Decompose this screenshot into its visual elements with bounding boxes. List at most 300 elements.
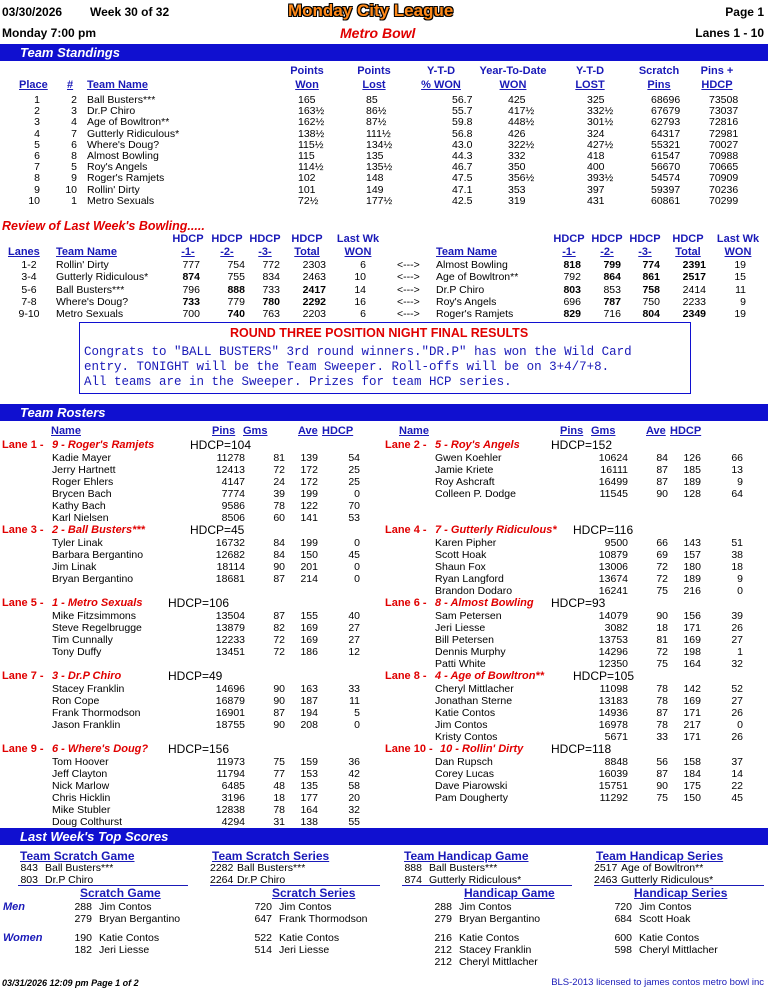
team-score-value: 874 — [404, 874, 422, 886]
roster-player-name: Mike Fitzsimmons — [52, 610, 137, 622]
standings-points-lost: 135½ — [366, 161, 393, 174]
roster-player-name: Scott Hoak — [435, 549, 487, 561]
roster-player-pins: 13504 — [215, 610, 245, 622]
individual-score-value: 720 — [254, 901, 272, 913]
individual-score-bowler: Jim Contos — [99, 901, 152, 913]
review-score: 750 — [642, 295, 660, 308]
individual-score-value: 182 — [74, 944, 92, 956]
roster-player-pins: 16241 — [598, 585, 628, 597]
review-score: 2463 — [302, 271, 326, 284]
review-score: 2203 — [302, 308, 326, 321]
team-score-team: Ball Busters*** — [45, 862, 114, 874]
standings-col-header: Team Name — [87, 79, 148, 91]
roster-player-average: 186 — [300, 646, 318, 658]
notice-line-2: entry. TONIGHT will be the Team Sweeper. Roll-offs will be on 3+4/7+8. — [84, 360, 610, 374]
roster-player-hdcp: 0 — [737, 585, 743, 597]
roster-player-games: 75 — [656, 792, 668, 804]
roster-player-name: Chris Hicklin — [52, 792, 111, 804]
roster-team-hdcp: HDCP=49 — [168, 669, 223, 683]
review-col-header: HDCP — [629, 233, 661, 245]
roster-player-hdcp: 37 — [731, 756, 743, 768]
roster-player-average: 169 — [683, 695, 701, 707]
review-col-header: HDCP — [211, 233, 243, 245]
standings-pct-won: 55.7 — [452, 105, 473, 118]
roster-team-name: 1 - Metro Sexuals — [52, 597, 143, 609]
roster-player-games: 39 — [273, 488, 285, 500]
notice-line-1: Congrats to "BALL BUSTERS" 3rd round winners."DR.P" has won the Wild Card — [84, 345, 632, 359]
standings-team-name: Metro Sexuals — [87, 194, 155, 207]
roster-player-hdcp: 39 — [731, 610, 743, 622]
standings-points-won: 101 — [298, 183, 316, 196]
roster-player-pins: 10879 — [598, 549, 628, 561]
team-score-title: Team Handicap Game — [404, 849, 529, 863]
roster-player-hdcp: 66 — [731, 452, 743, 464]
review-score: 2349 — [682, 308, 706, 321]
roster-player-average: 155 — [300, 610, 318, 622]
standings-scratch-pins: 54574 — [651, 172, 681, 185]
roster-player-hdcp: 11 — [349, 695, 360, 707]
roster-player-games: 48 — [273, 780, 285, 792]
roster-player-hdcp: 14 — [731, 768, 743, 780]
roster-player-games: 84 — [273, 537, 285, 549]
roster-team-hdcp: HDCP=116 — [573, 523, 634, 537]
roster-player-pins: 5671 — [604, 731, 628, 743]
roster-player-name: Dan Rupsch — [435, 756, 493, 768]
roster-player-average: 138 — [300, 816, 318, 828]
roster-team-hdcp: HDCP=93 — [551, 596, 606, 610]
roster-player-games: 87 — [273, 610, 285, 622]
roster-team-hdcp: HDCP=104 — [190, 438, 252, 452]
individual-score-title: Handicap Series — [634, 886, 728, 900]
standings-col-header: Lost — [362, 79, 386, 91]
roster-player-games: 90 — [273, 683, 285, 695]
standings-ytd-lost: 431 — [587, 194, 605, 207]
roster-player-pins: 13183 — [598, 695, 628, 707]
team-score-title: Team Handicap Series — [596, 849, 724, 863]
roster-player-average: 175 — [683, 780, 701, 792]
individual-score-bowler: Jim Contos — [279, 901, 332, 913]
roster-player-hdcp: 70 — [348, 500, 360, 512]
standings-hdcp-pins: 70665 — [709, 161, 739, 174]
standings-place: 1 — [34, 94, 40, 106]
individual-score-bowler: Bryan Bergantino — [459, 913, 541, 925]
roster-player-average: 159 — [300, 756, 318, 768]
roster-player-hdcp: 32 — [348, 804, 360, 816]
standings-scratch-pins: 61547 — [651, 150, 681, 162]
review-col-header: Team Name — [56, 246, 117, 258]
individual-score-value: 216 — [434, 932, 452, 944]
individual-score-value: 720 — [614, 901, 632, 913]
roster-player-hdcp: 64 — [731, 488, 743, 500]
center-name: Metro Bowl — [340, 25, 416, 41]
standings-points-lost: 86½ — [366, 105, 387, 118]
roster-player-games: 90 — [656, 488, 668, 500]
roster-player-average: 171 — [683, 622, 701, 634]
review-team-name: Ball Busters*** — [56, 283, 125, 296]
standings-points-lost: 87½ — [366, 116, 387, 129]
notice-box — [79, 322, 691, 394]
standings-points-won: 163½ — [298, 105, 325, 118]
roster-player-pins: 7774 — [221, 488, 245, 500]
roster-player-name: Karl Nielsen — [52, 512, 109, 524]
roster-player-games: 90 — [656, 780, 668, 792]
roster-lane-label: Lane 3 - — [2, 524, 44, 536]
roster-player-games: 18 — [273, 792, 285, 804]
roster-player-pins: 16039 — [598, 768, 628, 780]
review-score: 829 — [563, 308, 581, 321]
roster-player-average: 157 — [683, 549, 701, 561]
roster-player-hdcp: 18 — [731, 561, 743, 573]
review-score: 2414 — [682, 283, 706, 296]
roster-player-games: 87 — [656, 476, 668, 488]
roster-player-pins: 11545 — [599, 488, 628, 500]
roster-team-hdcp: HDCP=45 — [190, 523, 245, 537]
review-score: 2391 — [682, 259, 706, 271]
standings-team-name: Dr.P Chiro — [87, 105, 136, 118]
roster-player-hdcp: 33 — [348, 683, 360, 695]
standings-pct-won: 59.8 — [452, 116, 473, 129]
roster-player-average: 164 — [300, 804, 318, 816]
roster-player-pins: 18681 — [215, 573, 245, 585]
review-score: 2417 — [302, 283, 326, 296]
team-score-value: 843 — [20, 862, 38, 874]
roster-col-header: Pins — [212, 425, 236, 437]
individual-score-bowler: Jim Contos — [639, 901, 692, 913]
roster-team-name: 3 - Dr.P Chiro — [52, 670, 122, 682]
standings-team-name: Gutterly Ridiculous* — [87, 127, 180, 140]
roster-player-average: 172 — [300, 476, 318, 488]
roster-player-hdcp: 0 — [737, 719, 743, 731]
roster-player-name: Katie Contos — [435, 707, 496, 719]
review-col-header: -3- — [258, 246, 272, 258]
standings-ytd-won: 353 — [508, 183, 526, 196]
review-score: 853 — [603, 283, 621, 296]
rosters-bar: Team Rosters — [0, 404, 768, 421]
roster-player-pins: 11098 — [599, 683, 628, 695]
standings-team-number: 10 — [65, 183, 77, 196]
men-label: Men — [3, 901, 25, 913]
roster-player-average: 126 — [683, 452, 701, 464]
individual-score-bowler: Jim Contos — [459, 901, 512, 913]
team-score-team: Ball Busters*** — [237, 862, 306, 874]
standings-place: 7 — [34, 161, 40, 174]
review-col-header: -2- — [220, 246, 234, 258]
review-score: 15 — [734, 271, 746, 284]
roster-player-games: 33 — [656, 731, 668, 743]
roster-player-hdcp: 0 — [354, 561, 360, 573]
review-score: 780 — [262, 295, 280, 308]
roster-player-pins: 14296 — [598, 646, 628, 658]
roster-player-games: 75 — [656, 585, 668, 597]
standings-scratch-pins: 59397 — [651, 183, 681, 196]
standings-ytd-lost: 418 — [587, 150, 605, 162]
roster-player-games: 72 — [656, 646, 668, 658]
standings-team-name: Roy's Angels — [87, 161, 148, 174]
roster-player-name: Roy Ashcraft — [435, 476, 495, 488]
standings-col-header: Y-T-D — [426, 65, 456, 77]
roster-player-games: 75 — [273, 756, 285, 768]
individual-score-value: 288 — [434, 901, 452, 913]
roster-player-pins: 16879 — [215, 695, 245, 707]
individual-score-bowler: Cheryl Mittlacher — [459, 956, 538, 968]
team-score-value: 803 — [20, 874, 38, 886]
team-score-value: 2264 — [210, 874, 234, 886]
review-score: 818 — [563, 259, 581, 271]
review-team-name: Gutterly Ridiculous* — [56, 271, 149, 284]
standings-pct-won: 47.5 — [452, 172, 473, 185]
roster-team-name: 10 - Rollin' Dirty — [440, 743, 524, 755]
roster-player-average: 199 — [300, 537, 318, 549]
review-col-header: -3- — [638, 246, 652, 258]
standings-col-header: Pins + — [700, 65, 734, 77]
individual-score-value: 684 — [614, 913, 632, 925]
standings-col-header: Points — [290, 65, 324, 77]
review-score: 700 — [182, 308, 200, 321]
standings-pct-won: 47.1 — [452, 183, 473, 196]
roster-lane-label: Lane 9 - — [2, 743, 44, 755]
individual-score-value: 212 — [434, 944, 452, 956]
review-col-header: Last Wk — [716, 233, 760, 245]
review-vs-arrow: <---> — [397, 295, 420, 308]
report-date: 03/30/2026 — [2, 5, 63, 19]
review-score: 19 — [734, 259, 746, 271]
roster-player-pins: 4294 — [221, 816, 245, 828]
roster-player-hdcp: 53 — [348, 512, 360, 524]
standings-ytd-lost: 332½ — [587, 105, 614, 118]
roster-player-name: Dave Piarowski — [435, 780, 508, 792]
standings-points-won: 102 — [298, 172, 316, 185]
standings-points-lost: 148 — [366, 172, 384, 185]
standings-team-number: 4 — [71, 116, 77, 129]
standings-col-header: Pins — [647, 79, 671, 91]
roster-player-name: Tim Cunnally — [52, 634, 113, 646]
review-col-header: HDCP — [553, 233, 585, 245]
review-score: 740 — [227, 308, 245, 321]
individual-score-value: 212 — [434, 956, 452, 968]
review-col-header: -1- — [562, 246, 576, 258]
roster-player-hdcp: 0 — [354, 719, 360, 731]
review-score: 763 — [262, 308, 280, 321]
roster-player-average: 169 — [300, 634, 318, 646]
standings-place: 6 — [34, 150, 40, 162]
roster-col-header: Ave — [298, 425, 318, 437]
individual-score-value: 514 — [254, 944, 272, 956]
team-score-team: Gutterly Ridiculous* — [429, 874, 522, 886]
roster-player-games: 81 — [273, 452, 285, 464]
standings-col-header: Y-T-D — [575, 65, 605, 77]
standings-team-name: Roger's Ramjets — [87, 172, 165, 185]
roster-player-name: Roger Ehlers — [52, 476, 114, 488]
review-score: 774 — [642, 259, 660, 271]
roster-player-hdcp: 25 — [348, 464, 360, 476]
team-score-value: 2517 — [594, 862, 618, 874]
standings-points-lost: 135 — [366, 150, 384, 162]
standings-col-header: HDCP — [701, 79, 733, 91]
roster-player-pins: 11278 — [216, 452, 245, 464]
standings-ytd-lost: 393½ — [587, 172, 614, 185]
individual-score-bowler: Frank Thormodson — [279, 913, 368, 925]
roster-player-name: Jeri Liesse — [435, 622, 486, 634]
standings-team-name: Ball Busters*** — [87, 94, 156, 106]
team-score-value: 2282 — [210, 862, 234, 874]
roster-player-games: 87 — [656, 464, 668, 476]
roster-player-games: 81 — [656, 634, 668, 646]
roster-player-hdcp: 55 — [348, 816, 360, 828]
roster-lane-label: Lane 10 - — [385, 743, 433, 755]
roster-col-header: Name — [399, 425, 429, 437]
roster-player-hdcp: 52 — [731, 683, 743, 695]
roster-player-games: 82 — [273, 622, 285, 634]
review-score: 755 — [227, 271, 245, 284]
review-col-header: Lanes — [8, 246, 40, 258]
roster-player-games: 66 — [656, 537, 668, 549]
review-vs-arrow: <---> — [397, 283, 420, 296]
standings-col-header: LOST — [575, 79, 605, 91]
roster-player-name: Barbara Bergantino — [52, 549, 144, 561]
roster-player-hdcp: 9 — [737, 573, 743, 585]
roster-player-pins: 4147 — [221, 476, 245, 488]
roster-player-name: Bill Petersen — [435, 634, 494, 646]
individual-score-title: Handicap Game — [464, 886, 555, 900]
roster-player-name: Shaun Fox — [435, 561, 486, 573]
roster-player-pins: 15751 — [598, 780, 628, 792]
roster-player-name: Tyler Linak — [52, 537, 103, 549]
roster-player-pins: 12233 — [215, 634, 245, 646]
roster-player-hdcp: 51 — [731, 537, 743, 549]
roster-player-pins: 11973 — [216, 756, 245, 768]
roster-player-games: 24 — [273, 476, 285, 488]
roster-player-games: 84 — [273, 549, 285, 561]
review-score: 777 — [182, 259, 200, 271]
individual-score-bowler: Stacey Franklin — [459, 944, 532, 956]
roster-player-average: 143 — [683, 537, 701, 549]
team-score-team: Age of Bowltron** — [621, 862, 704, 874]
review-score: 733 — [182, 295, 200, 308]
standings-points-lost: 111½ — [366, 127, 391, 140]
roster-player-name: Jonathan Sterne — [435, 695, 513, 707]
roster-player-hdcp: 45 — [348, 549, 360, 561]
individual-score-value: 647 — [254, 913, 272, 925]
standings-team-number: 5 — [71, 161, 77, 174]
roster-player-hdcp: 22 — [731, 780, 743, 792]
roster-player-name: Jeff Clayton — [52, 768, 108, 780]
standings-col-header: Won — [295, 79, 319, 91]
standings-place: 4 — [34, 127, 40, 140]
roster-player-average: 184 — [683, 768, 701, 780]
review-score: 2233 — [682, 295, 706, 308]
roster-player-games: 75 — [656, 658, 668, 670]
roster-player-name: Gwen Koehler — [435, 452, 502, 464]
roster-player-average: 122 — [300, 500, 318, 512]
week-label: Week 30 of 32 — [90, 5, 170, 19]
roster-player-pins: 16111 — [600, 464, 628, 476]
standings-hdcp-pins: 70299 — [709, 194, 739, 207]
team-score-value: 2463 — [594, 874, 618, 886]
roster-player-average: 199 — [300, 488, 318, 500]
standings-points-won: 72½ — [298, 194, 319, 207]
roster-player-hdcp: 26 — [731, 731, 743, 743]
roster-team-name: 2 - Ball Busters*** — [52, 524, 145, 536]
review-score: 787 — [603, 295, 621, 308]
roster-player-pins: 11292 — [599, 792, 628, 804]
review-lanes: 3-4 — [21, 271, 37, 284]
roster-player-games: 77 — [273, 768, 285, 780]
roster-player-average: 172 — [300, 464, 318, 476]
standings-team-number: 3 — [71, 105, 77, 118]
roster-team-hdcp: HDCP=106 — [168, 596, 230, 610]
individual-score-title: Scratch Series — [272, 886, 356, 900]
roster-player-pins: 14936 — [598, 707, 628, 719]
roster-player-average: 139 — [300, 452, 318, 464]
roster-player-average: 150 — [300, 549, 318, 561]
standings-points-lost: 177½ — [366, 194, 393, 207]
review-col-header: HDCP — [172, 233, 204, 245]
standings-scratch-pins: 56670 — [651, 161, 681, 174]
roster-player-pins: 18114 — [216, 561, 245, 573]
standings-hdcp-pins: 73037 — [709, 105, 739, 118]
roster-player-pins: 16978 — [598, 719, 628, 731]
individual-score-bowler: Cheryl Mittlacher — [639, 944, 718, 956]
individual-score-value: 600 — [614, 932, 632, 944]
review-score: 6 — [360, 259, 366, 271]
footer-left: 03/31/2026 12:09 pm Page 1 of 2 — [2, 978, 139, 988]
review-score: 716 — [603, 308, 621, 321]
standings-pct-won: 46.7 — [452, 161, 473, 174]
roster-player-games: 78 — [656, 719, 668, 731]
roster-team-name: 9 - Roger's Ramjets — [52, 439, 155, 451]
roster-player-hdcp: 42 — [348, 768, 360, 780]
roster-player-pins: 12413 — [215, 464, 245, 476]
roster-player-name: Jamie Kriete — [435, 464, 494, 476]
roster-player-name: Brandon Dodaro — [435, 585, 513, 597]
roster-player-pins: 3196 — [221, 792, 245, 804]
standings-col-header: Year-To-Date — [479, 65, 547, 77]
review-vs-arrow: <---> — [397, 308, 420, 321]
roster-lane-label: Lane 7 - — [2, 670, 44, 682]
standings-hdcp-pins: 73508 — [709, 94, 739, 106]
roster-player-games: 72 — [656, 561, 668, 573]
roster-player-name: Kathy Bach — [52, 500, 106, 512]
roster-player-average: 128 — [683, 488, 701, 500]
roster-player-hdcp: 36 — [348, 756, 360, 768]
roster-player-hdcp: 0 — [354, 537, 360, 549]
review-score: 834 — [262, 271, 280, 284]
review-col-header: WON — [724, 246, 752, 258]
standings-ytd-won: 425 — [508, 94, 526, 106]
roster-player-name: Mike Stubler — [52, 804, 111, 816]
roster-player-name: Jerry Hartnett — [52, 464, 116, 476]
review-score: 10 — [354, 271, 366, 284]
standings-ytd-won: 350 — [508, 161, 526, 174]
roster-player-average: 208 — [300, 719, 318, 731]
standings-hdcp-pins: 70236 — [709, 183, 739, 196]
roster-player-average: 185 — [683, 464, 701, 476]
standings-col-header: Place — [19, 79, 48, 91]
roster-player-hdcp: 20 — [348, 792, 360, 804]
review-col-header: -1- — [181, 246, 195, 258]
review-score: 19 — [734, 308, 746, 321]
roster-player-hdcp: 58 — [348, 780, 360, 792]
individual-score-bowler: Jeri Liesse — [279, 944, 330, 956]
standings-ytd-won: 322½ — [508, 138, 535, 151]
roster-player-hdcp: 40 — [348, 610, 360, 622]
review-score: 799 — [603, 259, 621, 271]
roster-player-pins: 13451 — [215, 646, 245, 658]
roster-player-average: 187 — [300, 695, 318, 707]
roster-player-average: 163 — [300, 683, 318, 695]
team-score-title: Team Scratch Series — [212, 849, 330, 863]
individual-score-value: 288 — [74, 901, 92, 913]
